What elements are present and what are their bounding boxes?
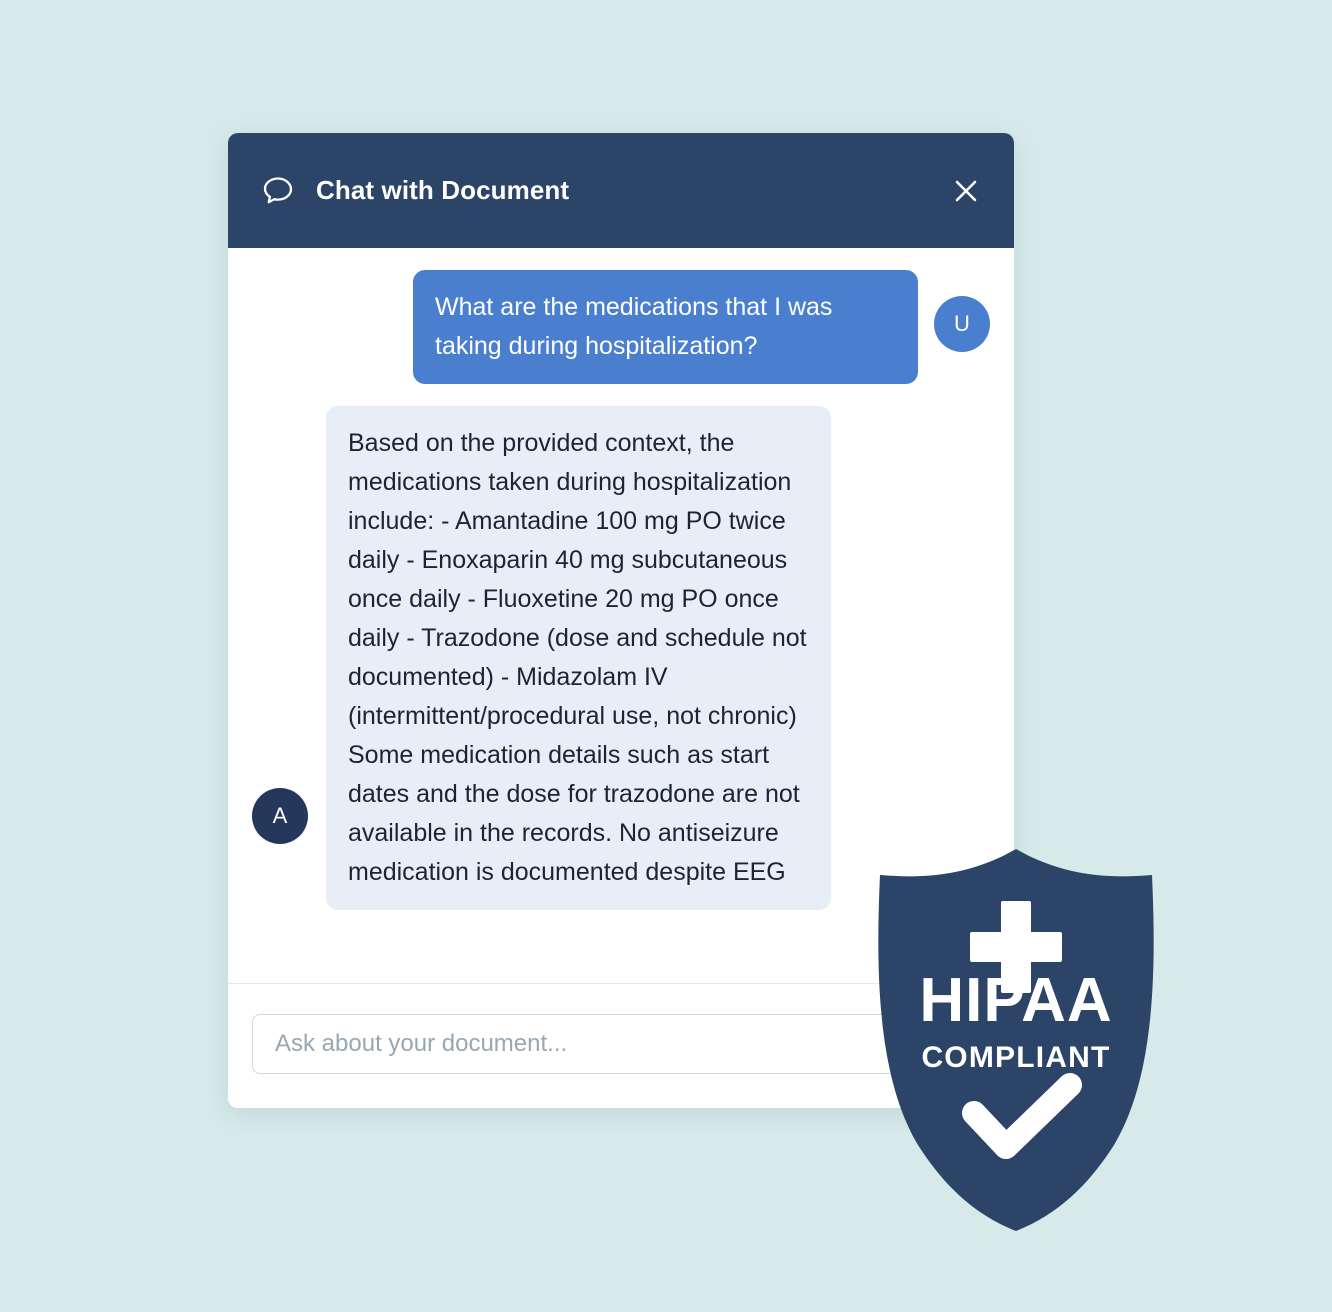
badge-title: HIPAA — [919, 966, 1113, 1035]
close-icon[interactable] — [948, 173, 984, 209]
hipaa-compliant-badge — [856, 845, 1176, 1235]
page-title: Chat with Document — [316, 175, 570, 205]
badge-subtitle: COMPLIANT — [921, 1041, 1111, 1074]
message-bubble: Based on the provided context, the medications taken during hospitalization include: - Amantadine 100 mg PO twice daily - Enoxaparin 40 mg subcutaneous once daily - Fluoxetine 20 mg PO once daily - Trazodone (dose and schedule not documented) - Midazolam IV (intermittent/procedural use, not chronic) Some medication details such as start dates and the dose for trazodone are not available in the records. No antiseizure medication is documented despite EEG — [326, 406, 831, 910]
message-assistant — [252, 406, 990, 910]
chat-bubble-icon — [258, 171, 298, 211]
message-bubble: What are the medications that I was taking during hospitalization? — [413, 270, 918, 384]
avatar-user: U — [934, 296, 990, 352]
avatar-assistant: A — [252, 788, 308, 844]
chat-header — [228, 133, 1014, 248]
message-user — [252, 270, 990, 384]
